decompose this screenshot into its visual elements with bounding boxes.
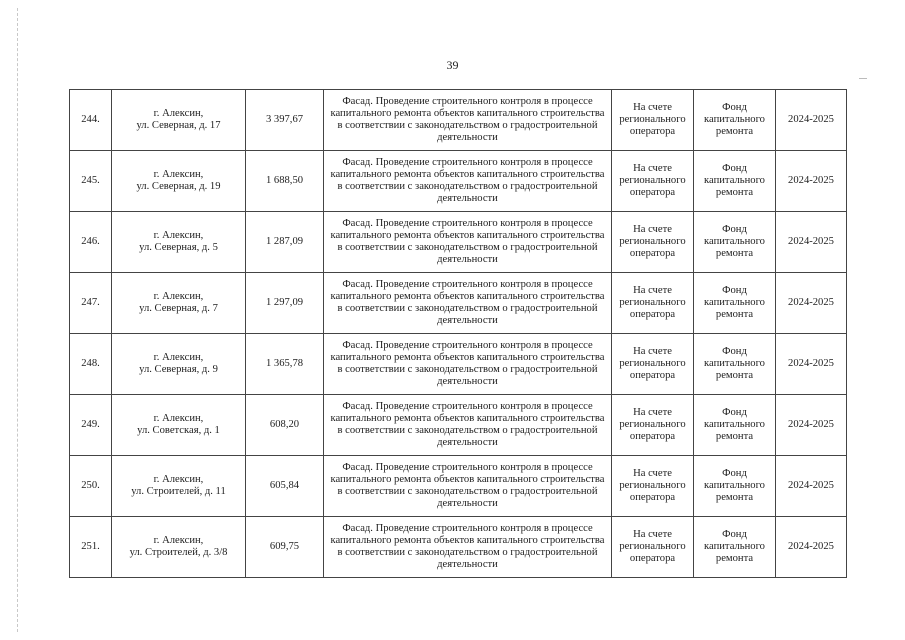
fund-cell: Фонд капитального ремонта <box>694 151 776 212</box>
address-city: г. Алексин, <box>153 473 204 485</box>
period-cell: 2024-2025 <box>776 456 847 517</box>
account-cell: На счете регионального оператора <box>612 456 694 517</box>
fund-cell: Фонд капитального ремонта <box>694 90 776 151</box>
row-number: 246. <box>70 212 112 273</box>
period-cell: 2024-2025 <box>776 273 847 334</box>
period-cell: 2024-2025 <box>776 395 847 456</box>
address-city: г. Алексин, <box>153 290 204 302</box>
work-type-cell: Фасад. Проведение строительного контроля в процессе капитального ремонта объектов капитального строительства в соответствии с законодательством о градостроительной деятельности <box>324 212 612 273</box>
account-cell: На счете регионального оператора <box>612 90 694 151</box>
table-body <box>70 90 847 578</box>
work-type-cell: Фасад. Проведение строительного контроля в процессе капитального ремонта объектов капитального строительства в соответствии с законодательством о градостроительной деятельности <box>324 395 612 456</box>
table-row <box>70 273 847 334</box>
address-city: г. Алексин, <box>153 229 204 241</box>
fund-cell: Фонд капитального ремонта <box>694 395 776 456</box>
account-cell: На счете регионального оператора <box>612 273 694 334</box>
cost-cell: 1 297,09 <box>246 273 324 334</box>
work-type-cell: Фасад. Проведение строительного контроля в процессе капитального ремонта объектов капитального строительства в соответствии с законодательством о градостроительной деятельности <box>324 151 612 212</box>
page-number: 39 <box>446 58 459 72</box>
repair-program-table <box>69 89 847 578</box>
row-number: 251. <box>70 517 112 578</box>
cost-cell: 608,20 <box>246 395 324 456</box>
cost-cell: 1 688,50 <box>246 151 324 212</box>
cost-cell: 3 397,67 <box>246 90 324 151</box>
address-street: ул. Северная, д. 7 <box>139 303 218 314</box>
address-cell <box>112 456 246 517</box>
address-street: ул. Северная, д. 17 <box>136 120 221 131</box>
account-cell: На счете регионального оператора <box>612 212 694 273</box>
period-cell: 2024-2025 <box>776 334 847 395</box>
fund-cell: Фонд капитального ремонта <box>694 273 776 334</box>
address-cell <box>112 395 246 456</box>
work-type-cell: Фасад. Проведение строительного контроля в процессе капитального ремонта объектов капитального строительства в соответствии с законодательством о градостроительной деятельности <box>324 334 612 395</box>
row-number: 250. <box>70 456 112 517</box>
account-cell: На счете регионального оператора <box>612 151 694 212</box>
work-type-cell: Фасад. Проведение строительного контроля в процессе капитального ремонта объектов капитального строительства в соответствии с законодательством о градостроительной деятельности <box>324 90 612 151</box>
left-margin-line <box>17 8 18 632</box>
row-number: 249. <box>70 395 112 456</box>
cost-cell: 605,84 <box>246 456 324 517</box>
fund-cell: Фонд капитального ремонта <box>694 334 776 395</box>
table-row <box>70 517 847 578</box>
cost-cell: 1 287,09 <box>246 212 324 273</box>
row-number: 248. <box>70 334 112 395</box>
address-street: ул. Советская, д. 1 <box>137 425 220 436</box>
table-row <box>70 90 847 151</box>
row-number: 244. <box>70 90 112 151</box>
table-row <box>70 151 847 212</box>
account-cell: На счете регионального оператора <box>612 395 694 456</box>
address-cell <box>112 273 246 334</box>
address-street: ул. Строителей, д. 11 <box>131 486 226 497</box>
address-cell <box>112 90 246 151</box>
address-street: ул. Северная, д. 9 <box>139 364 218 375</box>
address-city: г. Алексин, <box>153 107 204 119</box>
account-cell: На счете регионального оператора <box>612 517 694 578</box>
period-cell: 2024-2025 <box>776 90 847 151</box>
cost-cell: 1 365,78 <box>246 334 324 395</box>
address-city: г. Алексин, <box>153 168 204 180</box>
work-type-cell: Фасад. Проведение строительного контроля в процессе капитального ремонта объектов капитального строительства в соответствии с законодательством о градостроительной деятельности <box>324 517 612 578</box>
address-city: г. Алексин, <box>153 412 204 424</box>
address-city: г. Алексин, <box>153 534 204 546</box>
address-street: ул. Северная, д. 19 <box>136 181 221 192</box>
fund-cell: Фонд капитального ремонта <box>694 517 776 578</box>
period-cell: 2024-2025 <box>776 212 847 273</box>
address-cell <box>112 151 246 212</box>
fund-cell: Фонд капитального ремонта <box>694 212 776 273</box>
work-type-cell: Фасад. Проведение строительного контроля в процессе капитального ремонта объектов капитального строительства в соответствии с законодательством о градостроительной деятельности <box>324 456 612 517</box>
work-type-cell: Фасад. Проведение строительного контроля в процессе капитального ремонта объектов капитального строительства в соответствии с законодательством о градостроительной деятельности <box>324 273 612 334</box>
address-city: г. Алексин, <box>153 351 204 363</box>
address-street: ул. Строителей, д. 3/8 <box>129 547 228 558</box>
address-cell <box>112 334 246 395</box>
table-row <box>70 395 847 456</box>
address-street: ул. Северная, д. 5 <box>139 242 218 253</box>
corner-mark <box>859 78 867 79</box>
account-cell: На счете регионального оператора <box>612 334 694 395</box>
fund-cell: Фонд капитального ремонта <box>694 456 776 517</box>
row-number: 247. <box>70 273 112 334</box>
address-cell <box>112 517 246 578</box>
table-row <box>70 456 847 517</box>
table-row <box>70 212 847 273</box>
table-row <box>70 334 847 395</box>
period-cell: 2024-2025 <box>776 151 847 212</box>
period-cell: 2024-2025 <box>776 517 847 578</box>
address-cell <box>112 212 246 273</box>
cost-cell: 609,75 <box>246 517 324 578</box>
row-number: 245. <box>70 151 112 212</box>
